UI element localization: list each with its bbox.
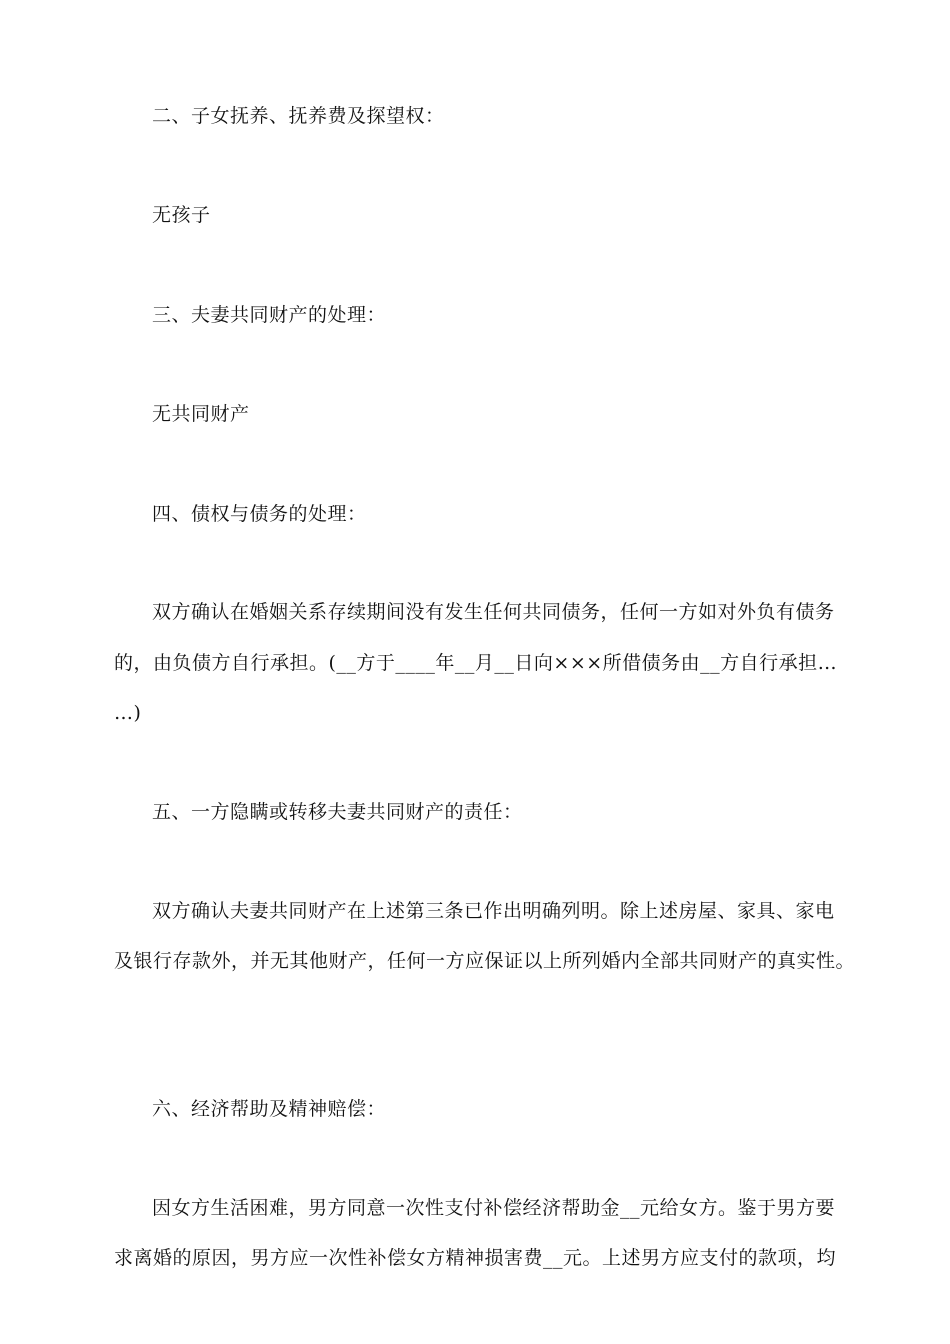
section-heading-2: 二、子女抚养、抚养费及探望权： [152, 105, 445, 127]
section-4-body-line-3: …) [114, 702, 142, 724]
section-4-body-line-2: 的，由负债方自行承担。(__方于____年__月__日向×××所借债务由__方自行承担… [114, 652, 838, 674]
section-heading-3: 三、夫妻共同财产的处理： [152, 304, 387, 326]
section-2-body: 无孩子 [152, 204, 211, 226]
section-heading-4: 四、债权与债务的处理： [152, 503, 367, 525]
section-4-body-line-1: 双方确认在婚姻关系存续期间没有发生任何共同债务，任何一方如对外负有债务 [152, 601, 835, 623]
section-5-body-line-1: 双方确认夫妻共同财产在上述第三条已作出明确列明。除上述房屋、家具、家电 [152, 900, 835, 922]
section-heading-5: 五、一方隐瞒或转移夫妻共同财产的责任： [152, 801, 523, 823]
section-5-body-line-2: 及银行存款外，并无其他财产，任何一方应保证以上所列婚内全部共同财产的真实性。 [114, 950, 856, 972]
section-heading-6: 六、经济帮助及精神赔偿： [152, 1098, 387, 1120]
section-6-body-line-2: 求离婚的原因，男方应一次性补偿女方精神损害费__元。上述男方应支付的款项，均 [114, 1247, 837, 1269]
section-6-body-line-1: 因女方生活困难，男方同意一次性支付补偿经济帮助金__元给女方。鉴于男方要 [152, 1197, 836, 1219]
section-3-body: 无共同财产 [152, 403, 250, 425]
